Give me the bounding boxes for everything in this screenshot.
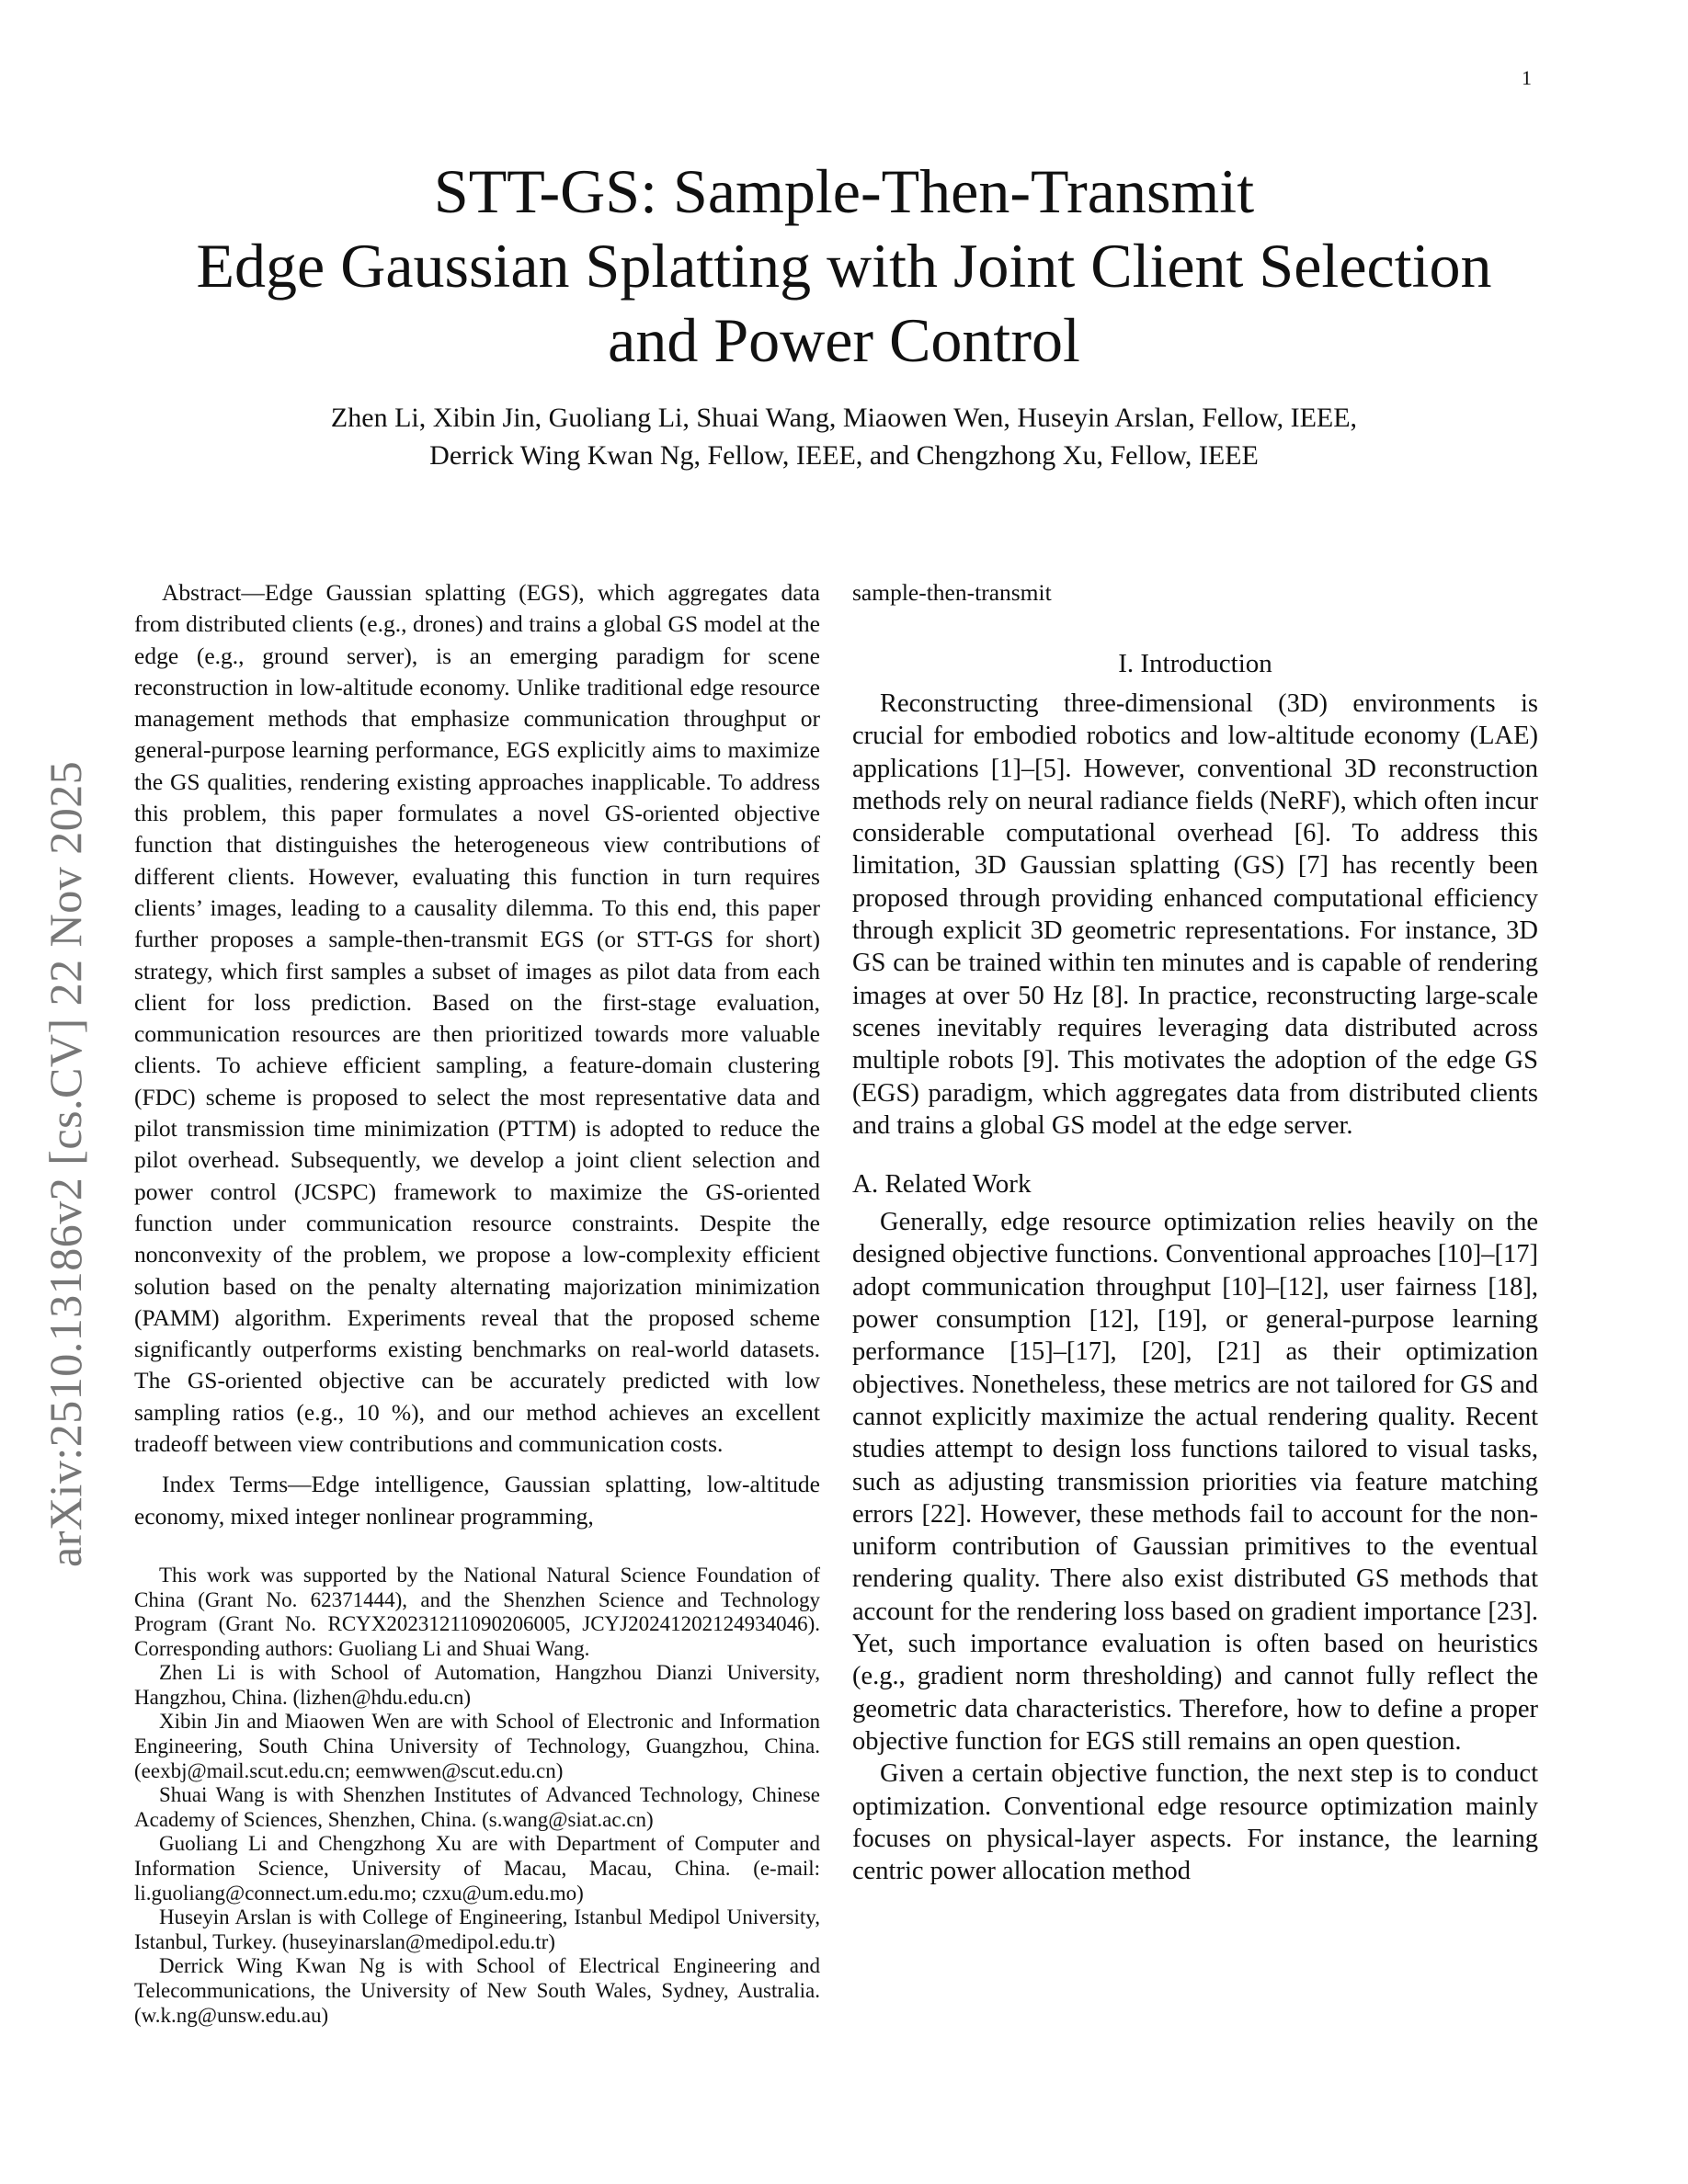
abstract: Abstract—Edge Gaussian splatting (EGS), which aggregates data from distributed clients (e.g., drones) and trains a global GS model at the edge (e.g., ground server), is an emerging paradigm for scene reconstruction in low-altitude economy. Unlike traditional edge resource management methods that emphasize communication throughput or general-purpose learning performance, EGS explicitly aims to maximize the GS qualities, rendering existing approaches inapplicable. To address this problem, this paper formulates a novel GS-oriented objective function that distinguishes the heterogeneous view contributions of different clients. However, evaluating this function in turn requires clients’ images, leading to a causality dilemma. To this end, this paper further proposes a sample-then-transmit EGS (or STT-GS for short) strategy, which first samples a subset of images as pilot data from each client for loss prediction. Based on the first-stage evaluation, communication resources are then prioritized towards more valuable clients. To achieve efficient sampling, a feature-domain clustering (FDC) scheme is proposed to select the most representative data and pilot transmission time minimization (PTTM) is adopted to reduce the pilot overhead. Subsequently, we develop a joint client selection and power control (JCSPC) framework to maximize the GS-oriented function under communication resource constraints. Despite the nonconvexity of the problem, we propose a low-complexity efficient solution based on the penalty alternating majorization minimization (PAMM) algorithm. Experiments reveal that the proposed scheme significantly outperforms existing benchmarks on real-world datasets. The GS-oriented objective can be accurately predicted with low sampling ratios (e.g., 10 %), and our method achieves an excellent tradeoff between view contributions and communication costs. [134,579,820,1458]
paper-title [0,154,1688,378]
page-number: 1 [1522,66,1532,89]
footnote-affiliation: Derrick Wing Kwan Ng is with School of Electrical Engineering and Telecommunications, the University of New South Wales, Sydney, Australia. (w.k.ng@unsw.edu.au) [134,1954,820,2027]
left-column [134,577,820,2028]
right-column [852,577,1538,1887]
title-line: STT-GS: Sample-Then-Transmit [433,156,1255,226]
footnote-affiliation: Zhen Li is with School of Automation, Hangzhou Dianzi University, Hangzhou, China. (lizhen@hdu.edu.cn) [134,1661,820,1709]
footnote-funding: This work was supported by the National Natural Science Foundation of China (Grant No. 62371444), and the Shenzhen Science and Technology Program (Grant No. RCYX20231211090206005, JCYJ20241202124934046). Corresponding authors: Guoliang Li and Shuai Wang. [134,1563,820,1660]
subsection-heading-related-work: A. Related Work [852,1169,1032,1200]
paragraph: Generally, edge resource optimization relies heavily on the designed objective functions. Conventional approaches [10]–[17] adopt communication throughput [10]–[12], user fairness [18], power consumption [12], [19], or general-purpose learning performance [15]–[17], [20], [21] as their optimization objectives. Nonetheless, these metrics are not tailored for GS and cannot explicitly maximize the actual rendering quality. Recent studies attempt to design loss functions tailored to visual tasks, such as adjusting transmission priorities via feature matching errors [22]. However, these methods fail to account for the non-uniform contribution of Gaussian primitives to the eventual rendering quality. There also exist distributed GS methods that account for the rendering loss based on gradient importance [23]. Yet, such importance evaluation is often based on heuristics (e.g., gradient norm thresholding) and cannot fully reflect the geometric data characteristics. Therefore, how to define a proper objective function for EGS still remains an open question. [852,1208,1538,1756]
title-line: and Power Control [608,305,1080,375]
footnote-affiliation: Shuai Wang is with Shenzhen Institutes of Advanced Technology, Chinese Academy of Sciences, Shenzhen, China. (s.wang@siat.ac.cn) [134,1783,820,1831]
title-line: Edge Gaussian Splatting with Joint Client Selection [196,231,1492,301]
arxiv-stamp: arXiv:2510.13186v2 [cs.CV] 22 Nov 2025 [40,760,91,1567]
author-line: Derrick Wing Kwan Ng, Fellow, IEEE, and Chengzhong Xu, Fellow, IEEE [429,440,1259,471]
paragraph: Reconstructing three-dimensional (3D) environments is crucial for embodied robotics and low-altitude economy (LAE) applications [1]–[5]. However, conventional 3D reconstruction methods rely on neural radiance fields (NeRF), which often incur considerable computational overhead [6]. To address this limitation, 3D Gaussian splatting (GS) [7] has recently been proposed through providing enhanced computational efficiency through explicit 3D geometric representations. For instance, 3D GS can be trained within ten minutes and is capable of rendering images at over 50 Hz [8]. In practice, reconstructing large-scale scenes inevitably requires leveraging data distributed across multiple robots [9]. This motivates the adoption of the edge GS (EGS) paradigm, which aggregates data from distributed clients and trains a global GS model at the edge server. [852,689,1538,1140]
footnote-affiliation: Xibin Jin and Miaowen Wen are with School of Electronic and Information Engineering, South China University of Technology, Guangzhou, China. (eexbj@mail.scut.edu.cn; eemwwen@scut.edu.cn) [134,1710,820,1782]
author-list [0,399,1688,474]
footnotes [134,1564,820,2028]
paragraph: Given a certain objective function, the next step is to conduct optimization. Conventional edge resource optimization mainly focuses on physical-layer aspects. For instance, the learning centric power allocation method [852,1759,1538,1886]
index-terms: Index Terms—Edge intelligence, Gaussian splatting, low-altitude economy, mixed integer nonlinear programming, [134,1471,820,1530]
author-line: Zhen Li, Xibin Jin, Guoliang Li, Shuai Wang, Miaowen Wen, Huseyin Arslan, Fellow, IEEE, [330,403,1358,433]
index-terms-continued: sample-then-transmit [852,579,1052,606]
related-work-text [852,1206,1538,1887]
introduction-text [852,688,1538,1142]
footnote-affiliation: Huseyin Arslan is with College of Engineering, Istanbul Medipol University, Istanbul, Turkey. (huseyinarslan@medipol.edu.tr) [134,1905,820,1953]
section-heading-introduction: I. Introduction [1118,649,1272,678]
footnote-affiliation: Guoliang Li and Chengzhong Xu are with Department of Computer and Information Science, University of Macau, Macau, China. (e-mail: li.guoliang@connect.um.edu.mo; czxu@um.edu.mo) [134,1832,820,1905]
